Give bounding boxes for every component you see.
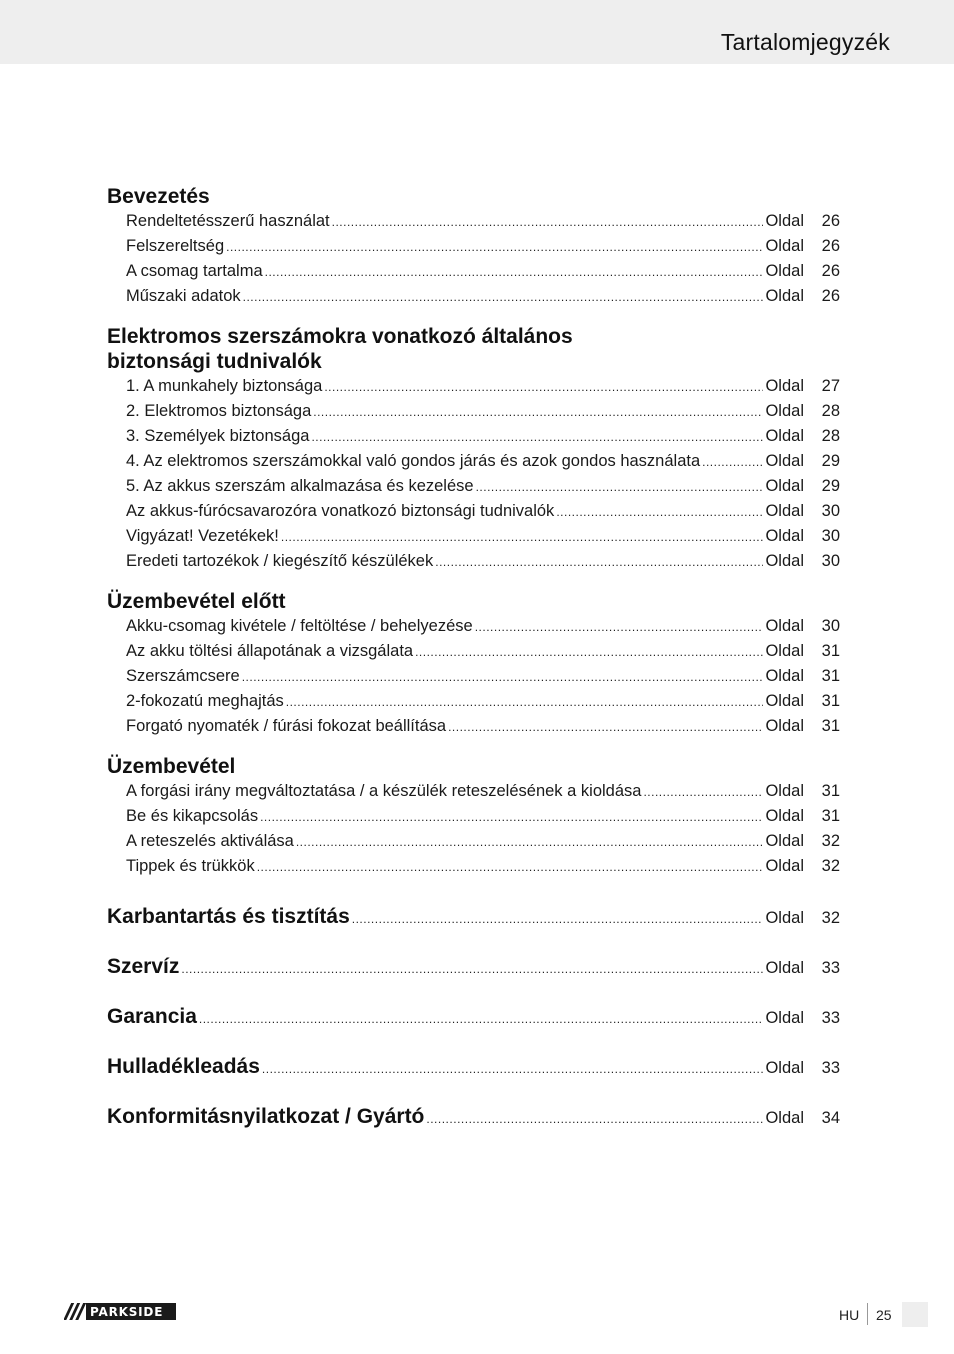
page-number: 26 <box>821 237 840 255</box>
toc-section-biztonsag <box>107 324 840 574</box>
entry-label: Forgató nyomaték / fúrási fokozat beállítása <box>126 717 447 735</box>
dot-leader <box>286 690 764 715</box>
entry-label: 1. A munkahely biztonsága <box>126 377 323 395</box>
dot-leader <box>199 1007 764 1032</box>
entry-label: 5. Az akkus szerszám alkalmazása és kezelése <box>126 477 474 495</box>
toc-entry[interactable] <box>126 374 840 399</box>
section-title-line2: biztonsági tudnivalók <box>107 350 322 373</box>
entry-label: Be és kikapcsolás <box>126 807 259 825</box>
entry-label: Műszaki adatok <box>126 287 241 305</box>
page-word: Oldal <box>765 1009 804 1027</box>
page-word: Oldal <box>765 212 804 230</box>
dot-leader <box>448 715 763 740</box>
page-word: Oldal <box>765 717 804 735</box>
entry-label: 2-fokozatú meghajtás <box>126 692 284 710</box>
page-number: 31 <box>821 782 840 800</box>
section-title-line1: Elektromos szerszámokra vonatkozó általános <box>107 325 573 348</box>
toc-entry[interactable] <box>126 209 840 234</box>
page-word: Oldal <box>765 527 804 545</box>
page-number: 30 <box>821 502 840 520</box>
toc-entry[interactable] <box>126 399 840 424</box>
table-of-contents <box>107 184 840 1154</box>
dot-leader <box>313 400 763 425</box>
page-number: 32 <box>821 857 840 875</box>
dot-leader <box>426 1107 763 1132</box>
page-number: 31 <box>821 642 840 660</box>
toc-entry[interactable] <box>126 549 840 574</box>
entry-label: 3. Személyek biztonsága <box>126 427 310 445</box>
dot-leader <box>181 957 763 982</box>
toc-entry[interactable] <box>126 804 840 829</box>
section-title: Konformitásnyilatkozat / Gyártó <box>107 1105 425 1128</box>
page-number: 31 <box>821 807 840 825</box>
toc-entry[interactable] <box>126 614 840 639</box>
page-number-footer: 25 <box>876 1307 892 1323</box>
page-title: Tartalomjegyzék <box>720 29 890 55</box>
page-number: 28 <box>821 427 840 445</box>
entry-label: Az akkus-fúrócsavarozóra vonatkozó biztonsági tudnivalók <box>126 502 555 520</box>
page-number: 32 <box>821 832 840 850</box>
entry-label: A csomag tartalma <box>126 262 263 280</box>
toc-entry[interactable] <box>126 499 840 524</box>
page-word: Oldal <box>765 909 804 927</box>
dot-leader <box>475 615 764 640</box>
toc-solo-entry[interactable] <box>107 1104 840 1129</box>
page-number: 32 <box>821 909 840 927</box>
page-word: Oldal <box>765 959 804 977</box>
page-number: 27 <box>821 377 840 395</box>
dot-leader <box>226 235 763 260</box>
page-number: 31 <box>821 692 840 710</box>
entry-label: Felszereltség <box>126 237 225 255</box>
page-number: 26 <box>821 212 840 230</box>
footer-divider <box>867 1303 868 1325</box>
toc-entry[interactable] <box>126 829 840 854</box>
section-title: Üzembevétel előtt <box>107 590 286 613</box>
page-word: Oldal <box>765 857 804 875</box>
dot-leader <box>257 855 764 880</box>
page-number: 33 <box>821 1059 840 1077</box>
page-number: 31 <box>821 717 840 735</box>
toc-solo-entry[interactable] <box>107 904 840 929</box>
entry-label: Az akku töltési állapotának a vizsgálata <box>126 642 414 660</box>
toc-entry[interactable] <box>126 284 840 309</box>
page-number: 33 <box>821 959 840 977</box>
dot-leader <box>311 425 763 450</box>
page-number: 33 <box>821 1009 840 1027</box>
page-word: Oldal <box>765 287 804 305</box>
page-word: Oldal <box>765 262 804 280</box>
page-number: 34 <box>821 1109 840 1127</box>
page-word: Oldal <box>765 692 804 710</box>
page-word: Oldal <box>765 667 804 685</box>
page-word: Oldal <box>765 1059 804 1077</box>
parkside-logo <box>64 1303 176 1320</box>
page-number: 28 <box>821 402 840 420</box>
toc-entry[interactable] <box>126 714 840 739</box>
page-word: Oldal <box>765 832 804 850</box>
dot-leader <box>352 907 764 932</box>
section-title: Hulladékleadás <box>107 1055 260 1078</box>
toc-solo-entry[interactable] <box>107 954 840 979</box>
toc-entry[interactable] <box>126 474 840 499</box>
dot-leader <box>265 260 764 285</box>
page-number: 26 <box>821 287 840 305</box>
toc-entry[interactable] <box>126 424 840 449</box>
entry-label: A reteszelés aktiválása <box>126 832 294 850</box>
page-number: 31 <box>821 667 840 685</box>
section-title: Karbantartás és tisztítás <box>107 905 350 928</box>
toc-section-uzembevetel <box>107 754 840 879</box>
page-word: Oldal <box>765 377 804 395</box>
page-word: Oldal <box>765 237 804 255</box>
page-word: Oldal <box>765 782 804 800</box>
toc-entry[interactable] <box>126 664 840 689</box>
language-code: HU <box>839 1307 860 1323</box>
entry-label: Tippek és trükkök <box>126 857 255 875</box>
toc-entry[interactable] <box>126 854 840 879</box>
toc-solo-entry[interactable] <box>107 1004 840 1029</box>
dot-leader <box>415 640 763 665</box>
section-title: Szervíz <box>107 955 180 978</box>
toc-entry[interactable] <box>126 779 840 804</box>
page-word: Oldal <box>765 452 804 470</box>
dot-leader <box>296 830 764 855</box>
section-title: Bevezetés <box>107 185 210 208</box>
page-word: Oldal <box>765 552 804 570</box>
toc-entry[interactable] <box>126 234 840 259</box>
dot-leader <box>324 375 763 400</box>
toc-solo-entry[interactable] <box>107 1054 840 1079</box>
logo-stripes-icon <box>64 1303 86 1320</box>
page-word: Oldal <box>765 617 804 635</box>
page-word: Oldal <box>765 642 804 660</box>
dot-leader <box>260 805 763 830</box>
entry-label: 4. Az elektromos szerszámokkal való gondos járás és azok gondos használata <box>126 452 701 470</box>
entry-label: Eredeti tartozékok / kiegészítő készülékek <box>126 552 434 570</box>
footer-tab <box>902 1302 928 1327</box>
dot-leader <box>643 780 763 805</box>
dot-leader <box>243 285 764 310</box>
dot-leader <box>262 1057 764 1082</box>
page-number: 26 <box>821 262 840 280</box>
toc-entry[interactable] <box>126 639 840 664</box>
entry-label: Vigyázat! Vezetékek! <box>126 527 279 545</box>
entry-label: Akku-csomag kivétele / feltöltése / behelyezése <box>126 617 473 635</box>
section-title: Üzembevétel <box>107 755 236 778</box>
page-number: 30 <box>821 527 840 545</box>
dot-leader <box>281 525 764 550</box>
toc-entry[interactable] <box>126 689 840 714</box>
entry-label: Szerszámcsere <box>126 667 240 685</box>
page-word: Oldal <box>765 807 804 825</box>
toc-entry[interactable] <box>126 524 840 549</box>
page-word: Oldal <box>765 427 804 445</box>
entry-label: Rendeltetésszerű használat <box>126 212 330 230</box>
toc-section-bevezetes <box>107 184 840 309</box>
page-number: 29 <box>821 477 840 495</box>
page-number: 30 <box>821 617 840 635</box>
entry-label: A forgási irány megváltoztatása / a készülék reteszelésének a kioldása <box>126 782 642 800</box>
page-word: Oldal <box>765 477 804 495</box>
page-word: Oldal <box>765 502 804 520</box>
dot-leader <box>556 500 763 525</box>
page-number: 30 <box>821 552 840 570</box>
dot-leader <box>702 450 763 475</box>
dot-leader <box>242 665 764 690</box>
section-title: Garancia <box>107 1005 197 1028</box>
toc-section-uzembevetel-elott <box>107 589 840 739</box>
logo-text: PARKSIDE <box>90 1304 164 1319</box>
toc-entry[interactable] <box>126 259 840 284</box>
page-word: Oldal <box>765 402 804 420</box>
dot-leader <box>476 475 764 500</box>
entry-label: 2. Elektromos biztonsága <box>126 402 312 420</box>
dot-leader <box>332 210 764 235</box>
dot-leader <box>435 550 763 575</box>
toc-entry[interactable] <box>126 449 840 474</box>
page-word: Oldal <box>765 1109 804 1127</box>
page-number: 29 <box>821 452 840 470</box>
